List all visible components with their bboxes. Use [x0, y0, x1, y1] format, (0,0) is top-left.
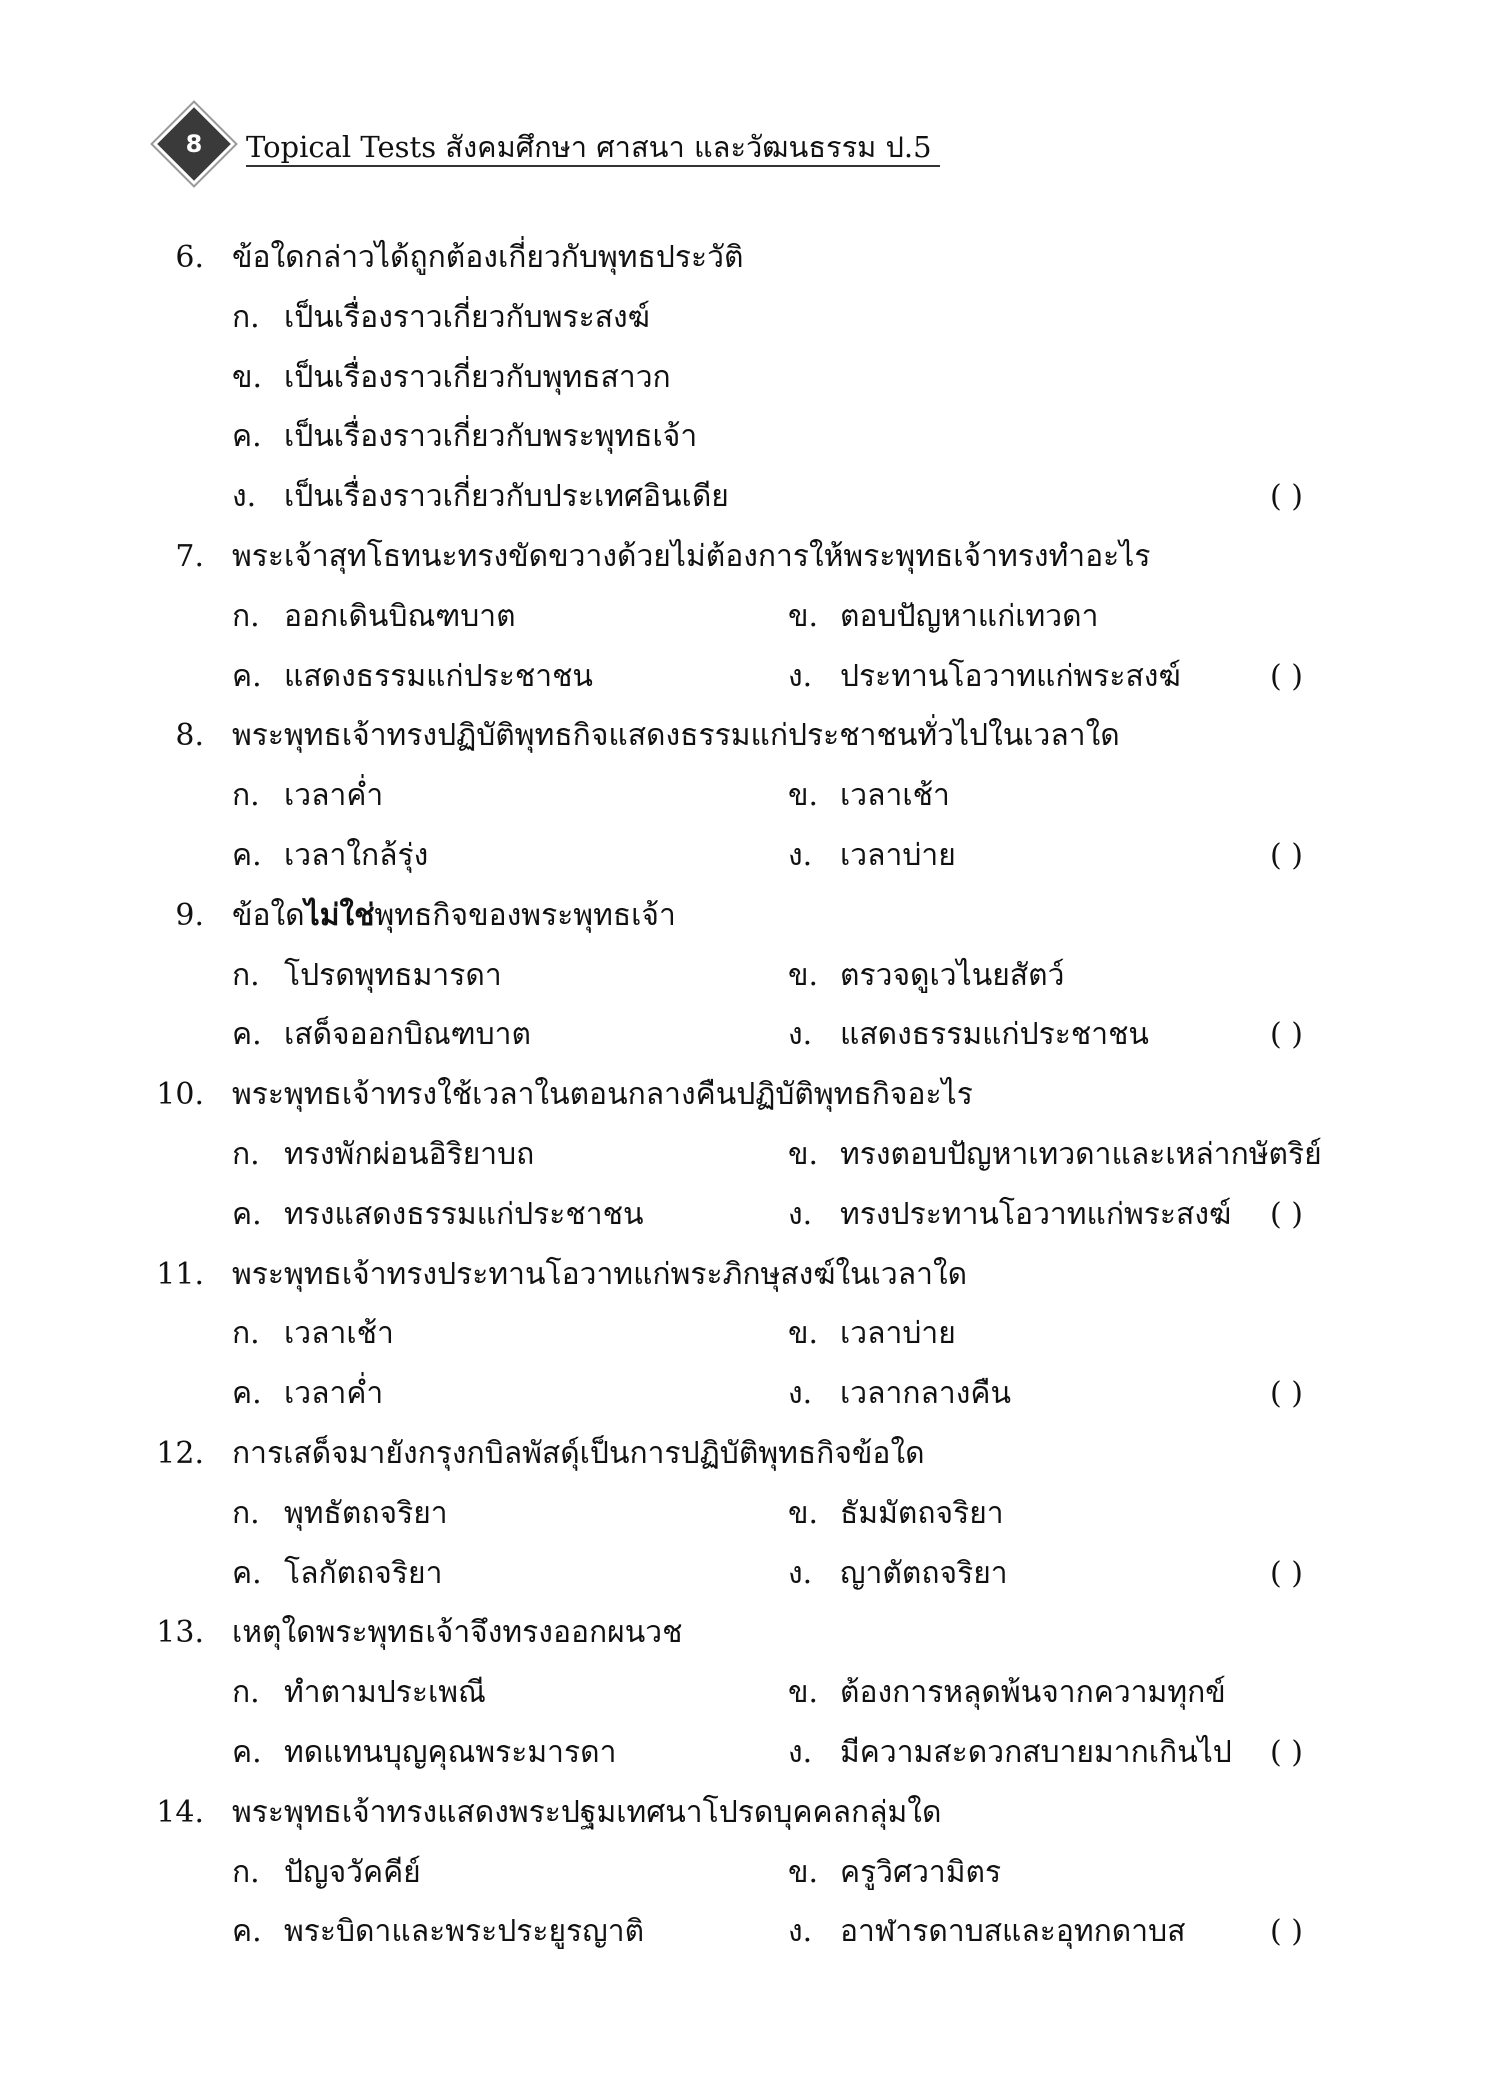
answer-blank: ( )	[1270, 1914, 1303, 1950]
option-d: ง. เป็นเรื่องราวเกี่ยวกับประเทศอินเดีย	[232, 479, 729, 515]
option-c: ค. พระบิดาและพระประยูรญาติ	[232, 1914, 645, 1950]
option-a: ก. ปัญจวัคคีย์	[232, 1854, 421, 1890]
option-c: ค. แสดงธรรมแก่ประชาชน	[232, 658, 593, 694]
question-number: 10.	[156, 1077, 204, 1113]
option-d: ง. เวลาบ่าย	[788, 837, 956, 873]
question-text: พระพุทธเจ้าทรงประทานโอวาทแก่พระภิกษุสงฆ์ในเวลาใด	[232, 1256, 968, 1292]
option-d: ง. มีความสะดวกสบายมากเกินไป	[788, 1734, 1232, 1770]
option-a: ก. ทรงพักผ่อนอิริยาบถ	[232, 1136, 535, 1172]
option-c: ค. เป็นเรื่องราวเกี่ยวกับพระพุทธเจ้า	[232, 419, 698, 455]
question-text: เหตุใดพระพุทธเจ้าจึงทรงออกผนวช	[232, 1615, 683, 1651]
option-b: ข. ต้องการหลุดพ้นจากความทุกข์	[788, 1675, 1226, 1711]
question-14	[150, 1783, 1330, 1962]
option-d: ง. ประทานโอวาทแก่พระสงฆ์	[788, 658, 1181, 694]
question-9	[150, 886, 1330, 1065]
option-a: ก. เป็นเรื่องราวเกี่ยวกับพระสงฆ์	[232, 299, 650, 335]
question-10	[150, 1065, 1330, 1244]
option-d: ง. ทรงประทานโอวาทแก่พระสงฆ์	[788, 1196, 1232, 1232]
question-number: 8.	[175, 718, 204, 754]
option-b: ข. เวลาบ่าย	[788, 1316, 956, 1352]
page-number: 8	[185, 130, 203, 158]
answer-blank: ( )	[1270, 1196, 1303, 1232]
answer-blank: ( )	[1270, 1376, 1303, 1412]
option-a: ก. โปรดพุทธมารดา	[232, 957, 502, 993]
question-text: พระพุทธเจ้าทรงใช้เวลาในตอนกลางคืนปฏิบัติพุทธกิจอะไร	[232, 1077, 973, 1113]
emphasis-not: ไม่ใช่	[304, 897, 375, 933]
option-c: ค. ทดแทนบุญคุณพระมารดา	[232, 1734, 617, 1770]
question-text: การเสด็จมายังกรุงกบิลพัสดุ์เป็นการปฏิบัติพุทธกิจข้อใด	[232, 1435, 925, 1471]
question-7	[150, 527, 1330, 706]
question-6	[150, 228, 1330, 527]
option-c: ค. เสด็จออกบิณฑบาต	[232, 1017, 531, 1053]
option-c: ค. เวลาใกล้รุ่ง	[232, 837, 429, 873]
answer-blank: ( )	[1270, 837, 1303, 873]
option-d: ง. ญาตัตถจริยา	[788, 1555, 1008, 1591]
question-number: 12.	[156, 1435, 204, 1471]
question-number: 7.	[175, 538, 204, 574]
header-title: Topical Tests สังคมศึกษา ศาสนา และวัฒนธรรม ป.5	[246, 130, 932, 164]
answer-blank: ( )	[1270, 1555, 1303, 1591]
question-number: 14.	[156, 1794, 204, 1830]
question-number: 6.	[175, 240, 204, 275]
question-text: ข้อใดไม่ใช่พุทธกิจของพระพุทธเจ้า	[232, 897, 676, 933]
question-number: 9.	[175, 897, 204, 933]
question-text: พระพุทธเจ้าทรงปฏิบัติพุทธกิจแสดงธรรมแก่ประชาชนทั่วไปในเวลาใด	[232, 718, 1120, 754]
option-b: ข. ตอบปัญหาแก่เทวดา	[788, 598, 1099, 634]
option-c: ค. ทรงแสดงธรรมแก่ประชาชน	[232, 1196, 644, 1232]
question-list	[150, 228, 1330, 1962]
question-8	[150, 706, 1330, 885]
question-text: ข้อใดกล่าวได้ถูกต้องเกี่ยวกับพุทธประวัติ	[232, 240, 744, 275]
option-b: ข. ธัมมัตถจริยา	[788, 1495, 1004, 1531]
option-a: ก. ทำตามประเพณี	[232, 1675, 486, 1711]
answer-blank: ( )	[1270, 658, 1303, 694]
question-12	[150, 1424, 1330, 1603]
question-11	[150, 1245, 1330, 1424]
option-b: ข. เวลาเช้า	[788, 778, 950, 814]
option-d: ง. อาฬารดาบสและอุทกดาบส	[788, 1914, 1186, 1950]
option-b: ข. ตรวจดูเวไนยสัตว์	[788, 957, 1065, 993]
header-rule	[246, 165, 940, 167]
question-text: พระพุทธเจ้าทรงแสดงพระปฐมเทศนาโปรดบุคคลกลุ่มใด	[232, 1794, 942, 1830]
answer-blank: ( )	[1270, 1017, 1303, 1053]
option-b: ข. เป็นเรื่องราวเกี่ยวกับพุทธสาวก	[232, 359, 671, 395]
question-number: 13.	[156, 1615, 204, 1651]
option-c: ค. โลกัตถจริยา	[232, 1555, 443, 1591]
option-d: ง. แสดงธรรมแก่ประชาชน	[788, 1017, 1149, 1053]
option-c: ค. เวลาค่ำ	[232, 1376, 384, 1412]
option-d: ง. เวลากลางคืน	[788, 1376, 1011, 1412]
option-a: ก. พุทธัตถจริยา	[232, 1495, 448, 1531]
option-b: ข. ครูวิศวามิตร	[788, 1854, 1002, 1890]
page-header	[150, 108, 940, 188]
question-number: 11.	[156, 1256, 204, 1292]
answer-blank: ( )	[1270, 1734, 1303, 1770]
option-b: ข. ทรงตอบปัญหาเทวดาและเหล่ากษัตริย์	[788, 1136, 1322, 1172]
option-a: ก. เวลาเช้า	[232, 1316, 394, 1352]
question-text: พระเจ้าสุทโธทนะทรงขัดขวางด้วยไม่ต้องการให้พระพุทธเจ้าทรงทำอะไร	[232, 538, 1151, 574]
option-a: ก. ออกเดินบิณฑบาต	[232, 598, 516, 634]
answer-blank: ( )	[1270, 479, 1303, 515]
question-13	[150, 1603, 1330, 1782]
option-a: ก. เวลาค่ำ	[232, 778, 384, 814]
